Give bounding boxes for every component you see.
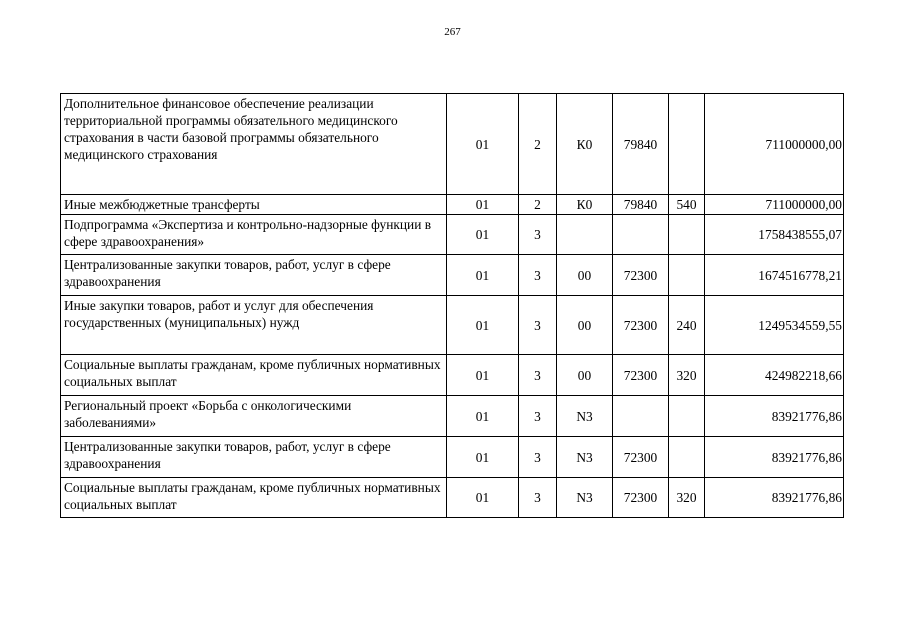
- budget-table: [60, 93, 844, 518]
- row-name-cell: Социальные выплаты гражданам, кроме публичных нормативных социальных выплат: [61, 355, 447, 396]
- subprogram-code-cell: 3: [519, 355, 557, 396]
- row-name-cell: Централизованные закупки товаров, работ, услуг в сфере здравоохранения: [61, 255, 447, 296]
- amount-cell: 711000000,00: [705, 195, 844, 215]
- table-row: [61, 437, 844, 478]
- direction-code-cell: 72300: [613, 255, 669, 296]
- event-code-cell: 00: [557, 255, 613, 296]
- row-name-cell: Подпрограмма «Экспертиза и контрольно-надзорные функции в сфере здравоохранения»: [61, 215, 447, 255]
- direction-code-cell: 72300: [613, 478, 669, 518]
- program-code-cell: 01: [447, 355, 519, 396]
- row-name-cell: Социальные выплаты гражданам, кроме публичных нормативных социальных выплат: [61, 478, 447, 518]
- row-name-cell: Централизованные закупки товаров, работ, услуг в сфере здравоохранения: [61, 437, 447, 478]
- amount-cell: 83921776,86: [705, 478, 844, 518]
- table-row: [61, 296, 844, 355]
- table-row: [61, 478, 844, 518]
- table-row: [61, 396, 844, 437]
- expense-type-cell: [669, 437, 705, 478]
- program-code-cell: 01: [447, 255, 519, 296]
- expense-type-cell: 320: [669, 355, 705, 396]
- subprogram-code-cell: 3: [519, 396, 557, 437]
- direction-code-cell: [613, 396, 669, 437]
- event-code-cell: К0: [557, 94, 613, 195]
- direction-code-cell: 79840: [613, 195, 669, 215]
- program-code-cell: 01: [447, 396, 519, 437]
- subprogram-code-cell: 3: [519, 255, 557, 296]
- table-row: [61, 195, 844, 215]
- expense-type-cell: 240: [669, 296, 705, 355]
- expense-type-cell: [669, 396, 705, 437]
- expense-type-cell: [669, 215, 705, 255]
- expense-type-cell: [669, 94, 705, 195]
- event-code-cell: 00: [557, 296, 613, 355]
- row-name-cell: Региональный проект «Борьба с онкологическими заболеваниями»: [61, 396, 447, 437]
- event-code-cell: N3: [557, 478, 613, 518]
- subprogram-code-cell: 3: [519, 478, 557, 518]
- direction-code-cell: 72300: [613, 437, 669, 478]
- amount-cell: 711000000,00: [705, 94, 844, 195]
- subprogram-code-cell: 3: [519, 437, 557, 478]
- table-row: [61, 94, 844, 195]
- program-code-cell: 01: [447, 437, 519, 478]
- subprogram-code-cell: 3: [519, 296, 557, 355]
- event-code-cell: N3: [557, 437, 613, 478]
- direction-code-cell: 72300: [613, 355, 669, 396]
- table-row: [61, 355, 844, 396]
- amount-cell: 424982218,66: [705, 355, 844, 396]
- subprogram-code-cell: 2: [519, 195, 557, 215]
- row-name-cell: Иные межбюджетные трансферты: [61, 195, 447, 215]
- expense-type-cell: [669, 255, 705, 296]
- event-code-cell: N3: [557, 396, 613, 437]
- direction-code-cell: 72300: [613, 296, 669, 355]
- direction-code-cell: 79840: [613, 94, 669, 195]
- row-name-cell: Иные закупки товаров, работ и услуг для обеспечения государственных (муниципальных) нужд: [61, 296, 447, 355]
- page-number: 267: [444, 26, 461, 38]
- amount-cell: 1249534559,55: [705, 296, 844, 355]
- amount-cell: 83921776,86: [705, 396, 844, 437]
- program-code-cell: 01: [447, 296, 519, 355]
- expense-type-cell: 320: [669, 478, 705, 518]
- event-code-cell: 00: [557, 355, 613, 396]
- event-code-cell: [557, 215, 613, 255]
- program-code-cell: 01: [447, 94, 519, 195]
- program-code-cell: 01: [447, 215, 519, 255]
- subprogram-code-cell: 3: [519, 215, 557, 255]
- amount-cell: 1674516778,21: [705, 255, 844, 296]
- row-name-cell: Дополнительное финансовое обеспечение реализации территориальной программы обязательного медицинского страхования в части базовой программы обязательного медицинского страхования: [61, 94, 447, 195]
- subprogram-code-cell: 2: [519, 94, 557, 195]
- amount-cell: 83921776,86: [705, 437, 844, 478]
- expense-type-cell: 540: [669, 195, 705, 215]
- table-row: [61, 215, 844, 255]
- program-code-cell: 01: [447, 195, 519, 215]
- amount-cell: 1758438555,07: [705, 215, 844, 255]
- direction-code-cell: [613, 215, 669, 255]
- program-code-cell: 01: [447, 478, 519, 518]
- table-row: [61, 255, 844, 296]
- event-code-cell: К0: [557, 195, 613, 215]
